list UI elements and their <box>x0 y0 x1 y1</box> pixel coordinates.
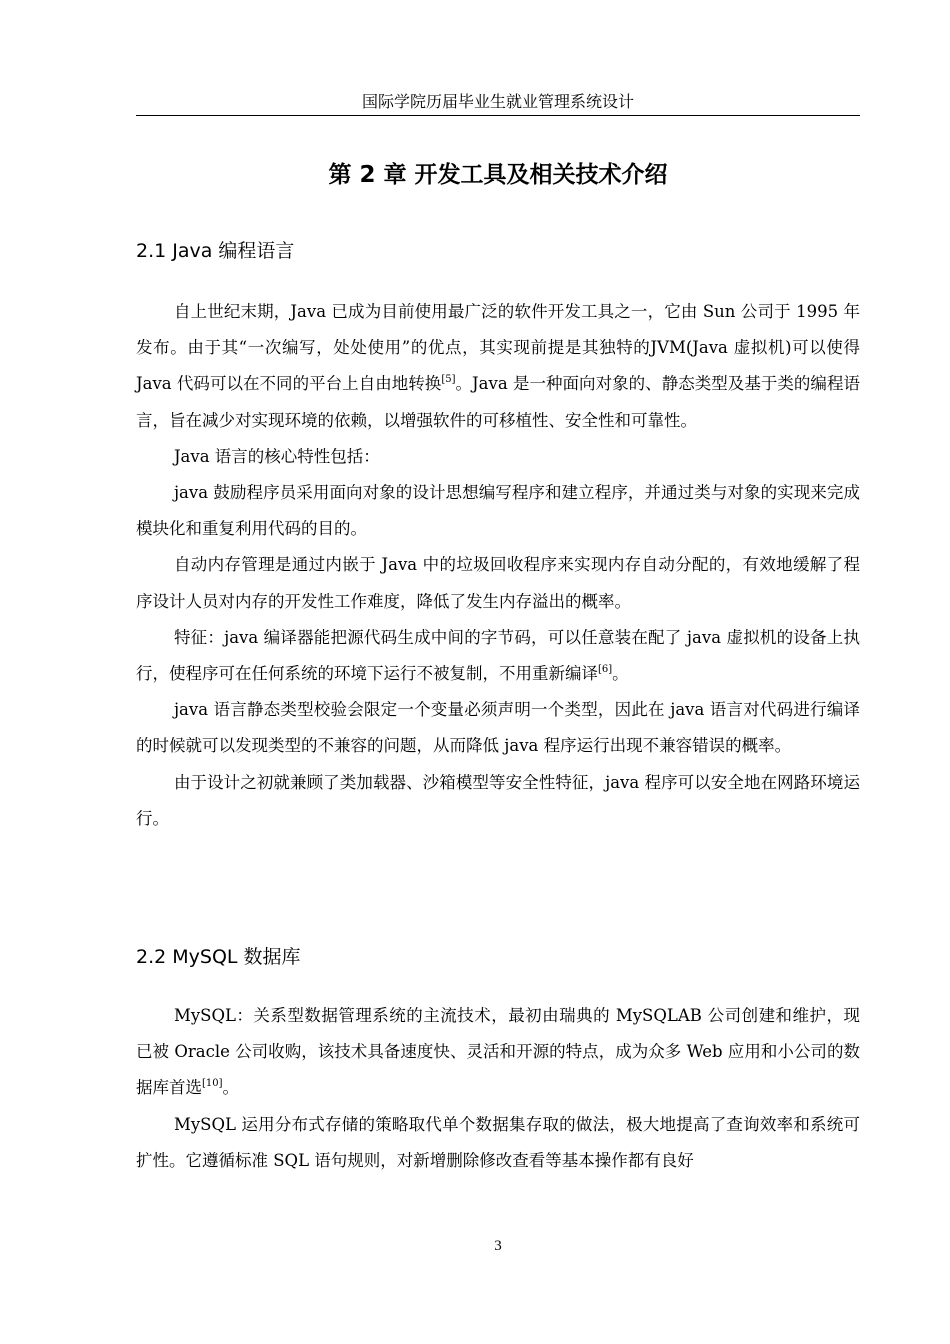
chapter-title: 第 2 章 开发工具及相关技术介绍 <box>328 162 668 188</box>
header-rule <box>136 115 860 116</box>
section-2-1-body <box>136 294 860 837</box>
paragraph: 由于设计之初就兼顾了类加载器、沙箱模型等安全性特征，java 程序可以安全地在网路环境运行。 <box>136 772 860 828</box>
paragraph: MySQL：关系型数据管理系统的主流技术，最初由瑞典的 MySQLAB 公司创建和维护，现已被 Oracle 公司收购，该技术具备速度快、灵活和开源的特点，成为众多 Web 应用和小公司的数据库首选[10]。 <box>136 1006 860 1098</box>
citation: [5] <box>441 374 456 386</box>
paragraph: MySQL 运用分布式存储的策略取代单个数据集存取的做法，极大地提高了查询效率和系统可扩性。它遵循标准 SQL 语句规则，对新增删除修改查看等基本操作都有良好 <box>136 1114 860 1170</box>
section-title-2-1: 2.1 Java 编程语言 <box>136 240 295 262</box>
paragraph: java 语言静态类型校验会限定一个变量必须声明一个类型，因此在 java 语言对代码进行编译的时候就可以发现类型的不兼容的问题，从而降低 java 程序运行出现不兼容错误的概率。 <box>136 700 860 756</box>
citation: [6] <box>598 664 613 676</box>
citation: [10] <box>202 1078 223 1090</box>
paragraph: 自上世纪末期，Java 已成为目前使用最广泛的软件开发工具之一，它由 Sun 公司于 1995 年发布。由于其“一次编写，处处使用”的优点，其实现前提是其独特的JVM(Java 虚拟机)可以使得 Java 代码可以在不同的平台上自由地转换[5]。Java 是一种面向对象的、静态类型及基于类的编程语言，旨在减少对实现环境的依赖，以增强软件的可移植性、安全性和可靠性。 <box>136 302 860 430</box>
paragraph: java 鼓励程序员采用面向对象的设计思想编写程序和建立程序，并通过类与对象的实现来完成模块化和重复利用代码的目的。 <box>136 483 860 539</box>
page-number: 3 <box>494 1238 502 1254</box>
section-2-2-body <box>136 998 860 1179</box>
paragraph: Java 语言的核心特性包括： <box>173 446 380 466</box>
paragraph: 特征：java 编译器能把源代码生成中间的字节码，可以任意装在配了 java 虚拟机的设备上执行，使程序可在任何系统的环境下运行不被复制，不用重新编译[6]。 <box>136 627 860 684</box>
section-title-2-2: 2.2 MySQL 数据库 <box>136 946 301 968</box>
paragraph: 自动内存管理是通过内嵌于 Java 中的垃圾回收程序来实现内存自动分配的，有效地缓解了程序设计人员对内存的开发性工作难度，降低了发生内存溢出的概率。 <box>136 555 860 611</box>
running-header: 国际学院历届毕业生就业管理系统设计 <box>361 92 634 111</box>
